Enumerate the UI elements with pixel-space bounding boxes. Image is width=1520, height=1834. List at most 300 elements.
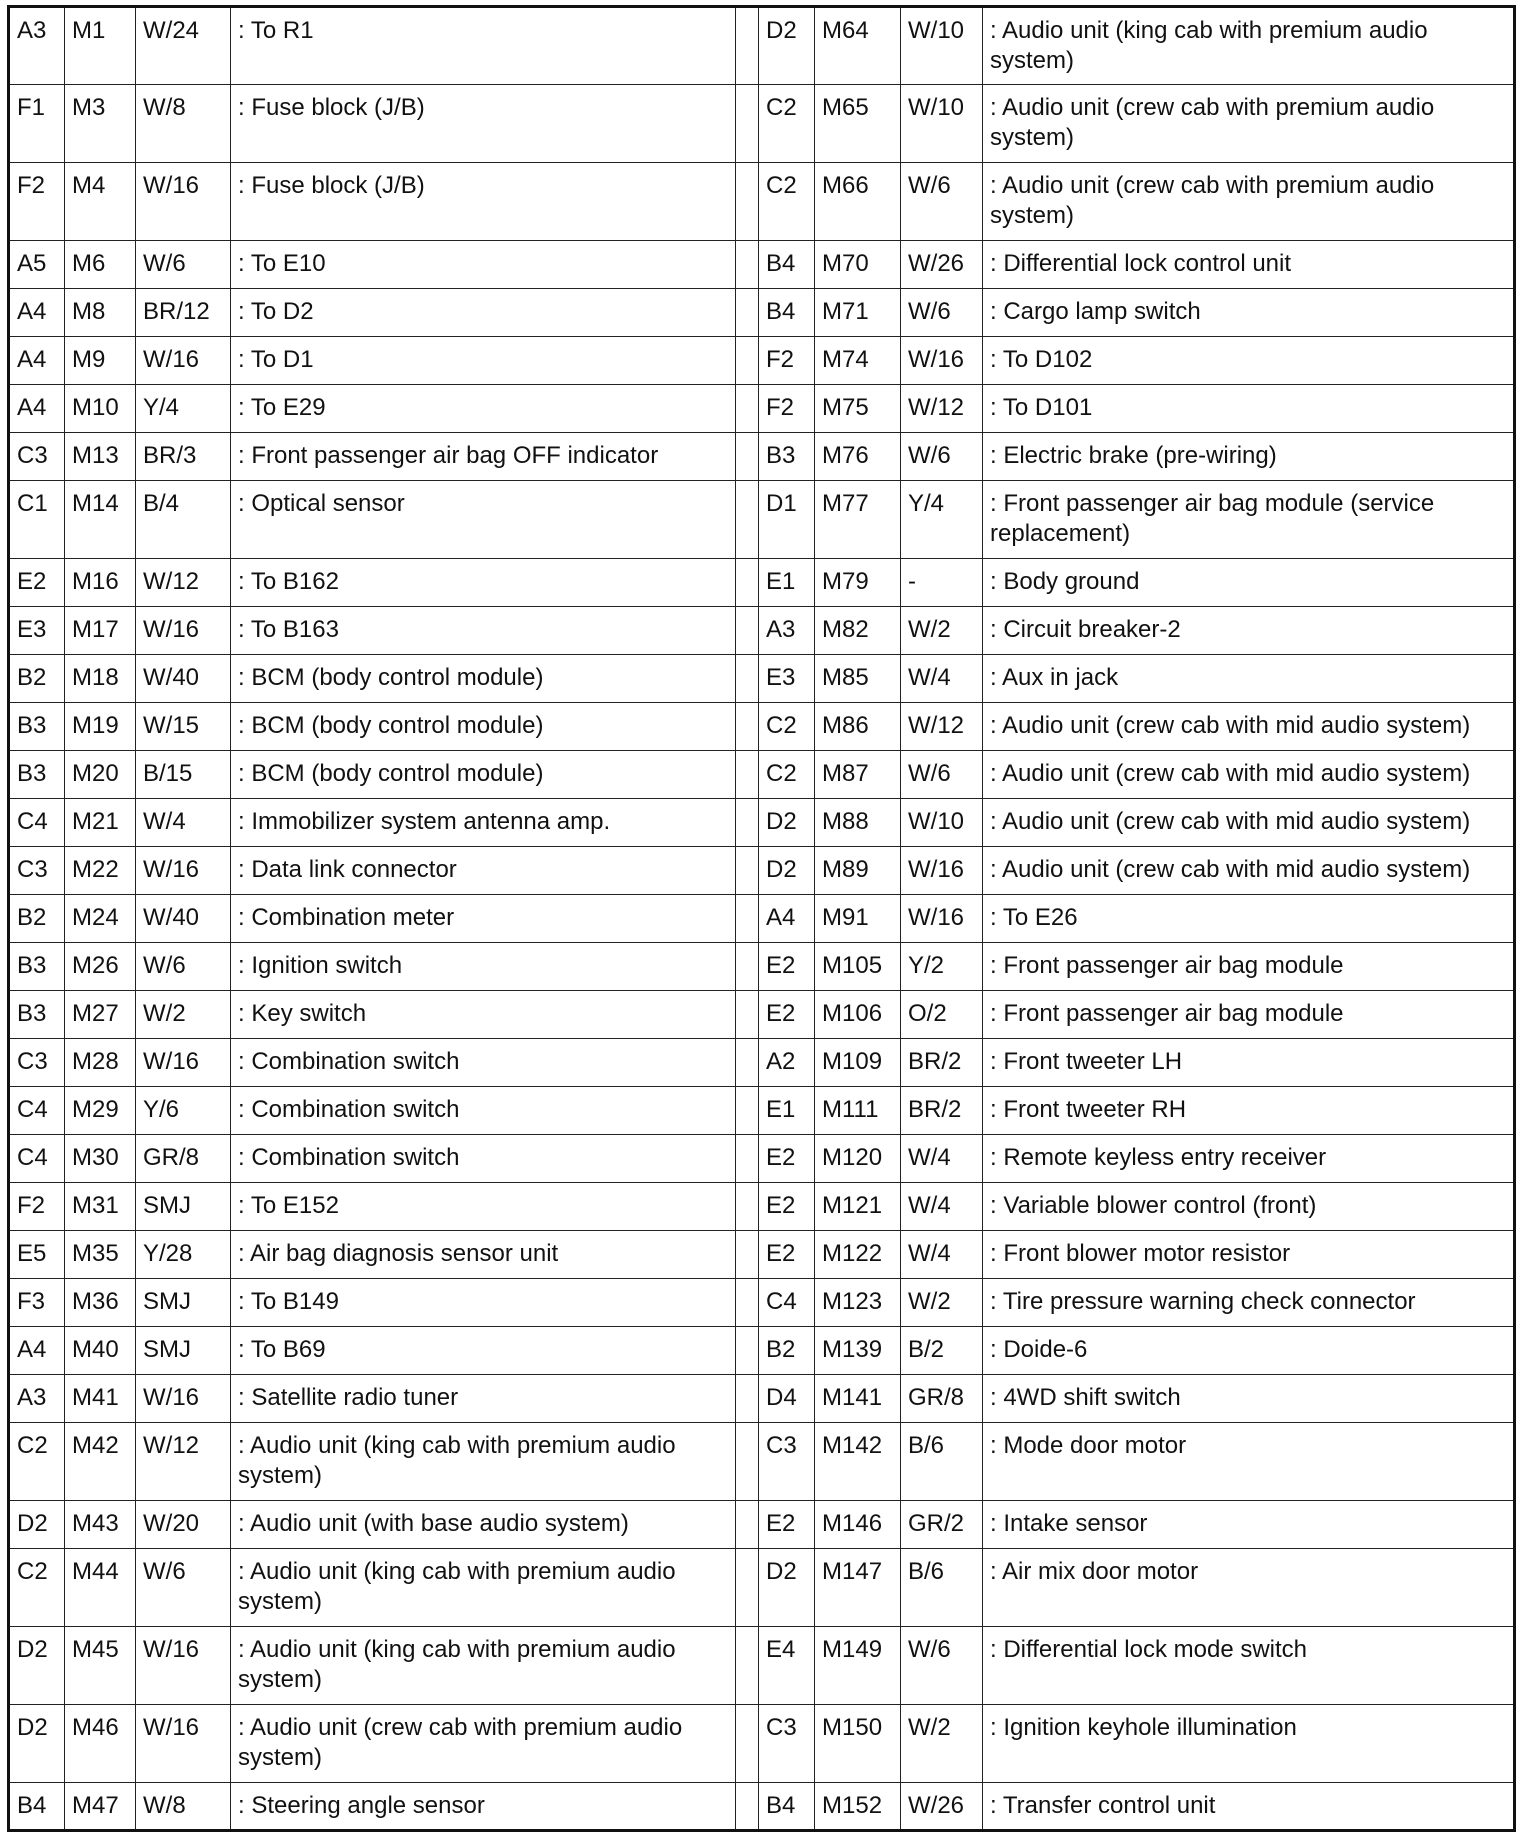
left-grid-ref-cell: B3 [9, 991, 65, 1039]
right-description-cell: : Audio unit (crew cab with mid audio system) [983, 751, 1515, 799]
right-connector-id-cell: M88 [815, 799, 901, 847]
left-connector-id-cell: M4 [65, 163, 136, 241]
right-grid-ref-cell: C2 [759, 703, 815, 751]
left-connector-type-cell: W/15 [136, 703, 231, 751]
table-row [9, 1327, 1515, 1375]
table-row [9, 1423, 1515, 1501]
left-description-cell: : To B162 [231, 559, 736, 607]
table-row [9, 751, 1515, 799]
left-grid-ref-cell: F2 [9, 1183, 65, 1231]
left-connector-id-cell: M16 [65, 559, 136, 607]
right-connector-type-cell: - [901, 559, 983, 607]
left-connector-type-cell: BR/12 [136, 289, 231, 337]
right-connector-type-cell: Y/2 [901, 943, 983, 991]
left-grid-ref-cell: C2 [9, 1549, 65, 1627]
right-grid-ref-cell: A3 [759, 607, 815, 655]
left-connector-id-cell: M46 [65, 1705, 136, 1783]
left-connector-id-cell: M24 [65, 895, 136, 943]
left-grid-ref-cell: B4 [9, 1783, 65, 1831]
right-grid-ref-cell: D2 [759, 1549, 815, 1627]
table-row [9, 1501, 1515, 1549]
right-description-cell: : Transfer control unit [983, 1783, 1515, 1831]
table-row [9, 85, 1515, 163]
left-connector-type-cell: SMJ [136, 1183, 231, 1231]
right-description-cell: : Body ground [983, 559, 1515, 607]
left-connector-type-cell: SMJ [136, 1327, 231, 1375]
right-description-cell: : To D102 [983, 337, 1515, 385]
column-divider [736, 337, 759, 385]
right-grid-ref-cell: E2 [759, 991, 815, 1039]
left-connector-type-cell: W/16 [136, 1375, 231, 1423]
left-grid-ref-cell: C1 [9, 481, 65, 559]
right-grid-ref-cell: E4 [759, 1627, 815, 1705]
left-connector-id-cell: M28 [65, 1039, 136, 1087]
column-divider [736, 1135, 759, 1183]
left-connector-id-cell: M14 [65, 481, 136, 559]
left-description-cell: : To E10 [231, 241, 736, 289]
right-connector-id-cell: M82 [815, 607, 901, 655]
left-grid-ref-cell: E5 [9, 1231, 65, 1279]
left-description-cell: : BCM (body control module) [231, 751, 736, 799]
right-connector-type-cell: W/6 [901, 163, 983, 241]
right-connector-type-cell: W/10 [901, 799, 983, 847]
left-connector-type-cell: BR/3 [136, 433, 231, 481]
right-connector-type-cell: W/2 [901, 1705, 983, 1783]
left-description-cell: : Steering angle sensor [231, 1783, 736, 1831]
left-description-cell: : Immobilizer system antenna amp. [231, 799, 736, 847]
left-description-cell: : Satellite radio tuner [231, 1375, 736, 1423]
left-connector-type-cell: W/16 [136, 1039, 231, 1087]
left-connector-type-cell: GR/8 [136, 1135, 231, 1183]
left-grid-ref-cell: B2 [9, 895, 65, 943]
left-grid-ref-cell: B3 [9, 943, 65, 991]
column-divider [736, 895, 759, 943]
left-description-cell: : Combination switch [231, 1087, 736, 1135]
left-grid-ref-cell: A4 [9, 289, 65, 337]
right-description-cell: : Front passenger air bag module (service replacement) [983, 481, 1515, 559]
left-description-cell: : To R1 [231, 7, 736, 85]
left-description-cell: : BCM (body control module) [231, 655, 736, 703]
left-description-cell: : Air bag diagnosis sensor unit [231, 1231, 736, 1279]
right-connector-id-cell: M106 [815, 991, 901, 1039]
right-connector-type-cell: W/26 [901, 1783, 983, 1831]
right-grid-ref-cell: F2 [759, 385, 815, 433]
column-divider [736, 991, 759, 1039]
right-grid-ref-cell: B3 [759, 433, 815, 481]
left-connector-id-cell: M13 [65, 433, 136, 481]
right-connector-type-cell: W/16 [901, 895, 983, 943]
left-description-cell: : Optical sensor [231, 481, 736, 559]
right-connector-id-cell: M89 [815, 847, 901, 895]
left-grid-ref-cell: B3 [9, 751, 65, 799]
right-connector-id-cell: M91 [815, 895, 901, 943]
left-connector-type-cell: Y/28 [136, 1231, 231, 1279]
left-grid-ref-cell: B2 [9, 655, 65, 703]
left-connector-id-cell: M10 [65, 385, 136, 433]
table-row [9, 163, 1515, 241]
left-grid-ref-cell: A3 [9, 1375, 65, 1423]
right-connector-id-cell: M76 [815, 433, 901, 481]
right-description-cell: : Audio unit (crew cab with mid audio system) [983, 703, 1515, 751]
left-connector-id-cell: M43 [65, 1501, 136, 1549]
right-description-cell: : To D101 [983, 385, 1515, 433]
table-row [9, 1783, 1515, 1831]
left-connector-type-cell: W/6 [136, 241, 231, 289]
left-connector-type-cell: SMJ [136, 1279, 231, 1327]
right-connector-type-cell: W/12 [901, 385, 983, 433]
left-grid-ref-cell: A5 [9, 241, 65, 289]
right-connector-id-cell: M123 [815, 1279, 901, 1327]
column-divider [736, 1501, 759, 1549]
column-divider [736, 1783, 759, 1831]
column-divider [736, 1705, 759, 1783]
left-connector-type-cell: W/16 [136, 1705, 231, 1783]
right-grid-ref-cell: D2 [759, 7, 815, 85]
left-connector-type-cell: B/15 [136, 751, 231, 799]
right-grid-ref-cell: E1 [759, 559, 815, 607]
left-grid-ref-cell: F2 [9, 163, 65, 241]
left-grid-ref-cell: F3 [9, 1279, 65, 1327]
right-description-cell: : 4WD shift switch [983, 1375, 1515, 1423]
right-connector-type-cell: W/16 [901, 847, 983, 895]
left-connector-id-cell: M21 [65, 799, 136, 847]
right-description-cell: : Ignition keyhole illumination [983, 1705, 1515, 1783]
right-grid-ref-cell: C3 [759, 1423, 815, 1501]
right-grid-ref-cell: E2 [759, 1135, 815, 1183]
column-divider [736, 1183, 759, 1231]
column-divider [736, 481, 759, 559]
table-row [9, 7, 1515, 85]
right-grid-ref-cell: D2 [759, 799, 815, 847]
table-row [9, 1549, 1515, 1627]
right-description-cell: : To E26 [983, 895, 1515, 943]
column-divider [736, 1423, 759, 1501]
right-description-cell: : Audio unit (crew cab with mid audio system) [983, 847, 1515, 895]
table-row [9, 1039, 1515, 1087]
left-grid-ref-cell: A4 [9, 337, 65, 385]
left-description-cell: : Fuse block (J/B) [231, 85, 736, 163]
right-connector-type-cell: W/10 [901, 7, 983, 85]
table-row [9, 1279, 1515, 1327]
left-connector-id-cell: M18 [65, 655, 136, 703]
right-connector-id-cell: M111 [815, 1087, 901, 1135]
left-connector-id-cell: M6 [65, 241, 136, 289]
left-connector-type-cell: W/16 [136, 337, 231, 385]
left-connector-type-cell: W/16 [136, 847, 231, 895]
left-description-cell: : Ignition switch [231, 943, 736, 991]
left-grid-ref-cell: D2 [9, 1627, 65, 1705]
left-connector-type-cell: W/6 [136, 943, 231, 991]
left-connector-type-cell: W/40 [136, 895, 231, 943]
left-grid-ref-cell: D2 [9, 1501, 65, 1549]
right-grid-ref-cell: E2 [759, 943, 815, 991]
right-description-cell: : Doide-6 [983, 1327, 1515, 1375]
right-description-cell: : Audio unit (crew cab with premium audio system) [983, 163, 1515, 241]
left-connector-type-cell: W/24 [136, 7, 231, 85]
right-grid-ref-cell: A2 [759, 1039, 815, 1087]
left-connector-type-cell: W/40 [136, 655, 231, 703]
table-row [9, 241, 1515, 289]
right-connector-id-cell: M146 [815, 1501, 901, 1549]
right-connector-type-cell: W/4 [901, 1183, 983, 1231]
table-row [9, 991, 1515, 1039]
right-connector-id-cell: M109 [815, 1039, 901, 1087]
right-connector-id-cell: M87 [815, 751, 901, 799]
right-connector-type-cell: W/6 [901, 433, 983, 481]
right-grid-ref-cell: C3 [759, 1705, 815, 1783]
table-row [9, 1705, 1515, 1783]
right-description-cell: : Differential lock mode switch [983, 1627, 1515, 1705]
right-grid-ref-cell: E2 [759, 1183, 815, 1231]
right-grid-ref-cell: D2 [759, 847, 815, 895]
right-connector-type-cell: W/4 [901, 655, 983, 703]
left-connector-id-cell: M42 [65, 1423, 136, 1501]
left-grid-ref-cell: C4 [9, 1135, 65, 1183]
left-connector-type-cell: W/8 [136, 1783, 231, 1831]
right-description-cell: : Audio unit (crew cab with mid audio system) [983, 799, 1515, 847]
column-divider [736, 655, 759, 703]
right-description-cell: : Front passenger air bag module [983, 943, 1515, 991]
left-connector-type-cell: Y/4 [136, 385, 231, 433]
left-connector-id-cell: M17 [65, 607, 136, 655]
right-description-cell: : Tire pressure warning check connector [983, 1279, 1515, 1327]
left-grid-ref-cell: C3 [9, 1039, 65, 1087]
column-divider [736, 1627, 759, 1705]
right-description-cell: : Front blower motor resistor [983, 1231, 1515, 1279]
left-grid-ref-cell: F1 [9, 85, 65, 163]
right-grid-ref-cell: D4 [759, 1375, 815, 1423]
right-description-cell: : Mode door motor [983, 1423, 1515, 1501]
left-connector-type-cell: W/16 [136, 607, 231, 655]
table-row [9, 655, 1515, 703]
left-connector-id-cell: M36 [65, 1279, 136, 1327]
column-divider [736, 385, 759, 433]
column-divider [736, 1039, 759, 1087]
right-connector-id-cell: M141 [815, 1375, 901, 1423]
table-row [9, 895, 1515, 943]
right-description-cell: : Cargo lamp switch [983, 289, 1515, 337]
column-divider [736, 799, 759, 847]
left-description-cell: : Combination meter [231, 895, 736, 943]
right-connector-type-cell: B/2 [901, 1327, 983, 1375]
left-connector-id-cell: M35 [65, 1231, 136, 1279]
right-connector-id-cell: M70 [815, 241, 901, 289]
left-connector-id-cell: M45 [65, 1627, 136, 1705]
left-grid-ref-cell: A4 [9, 385, 65, 433]
left-grid-ref-cell: B3 [9, 703, 65, 751]
right-connector-id-cell: M85 [815, 655, 901, 703]
left-description-cell: : Audio unit (king cab with premium audio system) [231, 1549, 736, 1627]
column-divider [736, 163, 759, 241]
right-connector-type-cell: GR/8 [901, 1375, 983, 1423]
right-description-cell: : Remote keyless entry receiver [983, 1135, 1515, 1183]
right-connector-id-cell: M74 [815, 337, 901, 385]
right-grid-ref-cell: B2 [759, 1327, 815, 1375]
table-row [9, 433, 1515, 481]
right-connector-type-cell: W/16 [901, 337, 983, 385]
table-row [9, 607, 1515, 655]
left-description-cell: : To D1 [231, 337, 736, 385]
left-connector-type-cell: W/8 [136, 85, 231, 163]
column-divider [736, 607, 759, 655]
left-description-cell: : Audio unit (king cab with premium audio system) [231, 1423, 736, 1501]
table-row [9, 1087, 1515, 1135]
column-divider [736, 559, 759, 607]
right-connector-id-cell: M105 [815, 943, 901, 991]
right-connector-id-cell: M147 [815, 1549, 901, 1627]
right-grid-ref-cell: D1 [759, 481, 815, 559]
table-row [9, 559, 1515, 607]
right-connector-type-cell: GR/2 [901, 1501, 983, 1549]
left-description-cell: : Fuse block (J/B) [231, 163, 736, 241]
right-description-cell: : Air mix door motor [983, 1549, 1515, 1627]
column-divider [736, 751, 759, 799]
left-grid-ref-cell: C4 [9, 799, 65, 847]
table-row [9, 1375, 1515, 1423]
column-divider [736, 703, 759, 751]
right-connector-id-cell: M65 [815, 85, 901, 163]
right-connector-id-cell: M64 [815, 7, 901, 85]
left-connector-type-cell: B/4 [136, 481, 231, 559]
left-description-cell: : BCM (body control module) [231, 703, 736, 751]
right-connector-id-cell: M75 [815, 385, 901, 433]
left-description-cell: : To E152 [231, 1183, 736, 1231]
left-description-cell: : Audio unit (crew cab with premium audio system) [231, 1705, 736, 1783]
right-connector-id-cell: M121 [815, 1183, 901, 1231]
right-connector-type-cell: O/2 [901, 991, 983, 1039]
right-connector-type-cell: B/6 [901, 1549, 983, 1627]
right-description-cell: : Circuit breaker-2 [983, 607, 1515, 655]
right-connector-type-cell: W/6 [901, 289, 983, 337]
column-divider [736, 289, 759, 337]
column-divider [736, 1279, 759, 1327]
left-connector-id-cell: M30 [65, 1135, 136, 1183]
right-connector-id-cell: M152 [815, 1783, 901, 1831]
right-description-cell: : Intake sensor [983, 1501, 1515, 1549]
left-grid-ref-cell: D2 [9, 1705, 65, 1783]
left-connector-id-cell: M3 [65, 85, 136, 163]
right-grid-ref-cell: C2 [759, 163, 815, 241]
right-connector-type-cell: W/26 [901, 241, 983, 289]
table-row [9, 703, 1515, 751]
left-description-cell: : Data link connector [231, 847, 736, 895]
right-connector-type-cell: W/2 [901, 1279, 983, 1327]
left-description-cell: : Combination switch [231, 1039, 736, 1087]
right-connector-type-cell: BR/2 [901, 1039, 983, 1087]
right-connector-id-cell: M77 [815, 481, 901, 559]
right-connector-id-cell: M120 [815, 1135, 901, 1183]
left-grid-ref-cell: E2 [9, 559, 65, 607]
column-divider [736, 847, 759, 895]
left-description-cell: : To B163 [231, 607, 736, 655]
right-grid-ref-cell: E3 [759, 655, 815, 703]
left-connector-id-cell: M29 [65, 1087, 136, 1135]
table-row [9, 385, 1515, 433]
right-connector-id-cell: M149 [815, 1627, 901, 1705]
connector-list-table [7, 5, 1516, 1832]
right-connector-type-cell: W/4 [901, 1231, 983, 1279]
right-connector-id-cell: M122 [815, 1231, 901, 1279]
column-divider [736, 1375, 759, 1423]
right-grid-ref-cell: A4 [759, 895, 815, 943]
right-connector-type-cell: W/6 [901, 751, 983, 799]
left-connector-type-cell: W/12 [136, 1423, 231, 1501]
left-connector-type-cell: W/4 [136, 799, 231, 847]
left-description-cell: : Audio unit (with base audio system) [231, 1501, 736, 1549]
table-row [9, 799, 1515, 847]
left-description-cell: : Combination switch [231, 1135, 736, 1183]
right-connector-type-cell: B/6 [901, 1423, 983, 1501]
table-row [9, 481, 1515, 559]
right-connector-id-cell: M66 [815, 163, 901, 241]
left-grid-ref-cell: C4 [9, 1087, 65, 1135]
right-description-cell: : Audio unit (king cab with premium audio system) [983, 7, 1515, 85]
right-connector-id-cell: M139 [815, 1327, 901, 1375]
left-description-cell: : To E29 [231, 385, 736, 433]
column-divider [736, 943, 759, 991]
left-connector-id-cell: M31 [65, 1183, 136, 1231]
table-row [9, 1135, 1515, 1183]
left-connector-type-cell: W/6 [136, 1549, 231, 1627]
left-connector-id-cell: M27 [65, 991, 136, 1039]
left-description-cell: : To B149 [231, 1279, 736, 1327]
left-connector-id-cell: M8 [65, 289, 136, 337]
left-grid-ref-cell: A3 [9, 7, 65, 85]
left-connector-id-cell: M44 [65, 1549, 136, 1627]
table-row [9, 337, 1515, 385]
left-connector-id-cell: M41 [65, 1375, 136, 1423]
right-grid-ref-cell: B4 [759, 241, 815, 289]
left-connector-id-cell: M9 [65, 337, 136, 385]
column-divider [736, 1087, 759, 1135]
left-connector-type-cell: Y/6 [136, 1087, 231, 1135]
left-connector-type-cell: W/16 [136, 163, 231, 241]
left-connector-type-cell: W/16 [136, 1627, 231, 1705]
column-divider [736, 433, 759, 481]
right-connector-id-cell: M142 [815, 1423, 901, 1501]
left-connector-id-cell: M47 [65, 1783, 136, 1831]
table-row [9, 1627, 1515, 1705]
right-grid-ref-cell: B4 [759, 1783, 815, 1831]
left-grid-ref-cell: C3 [9, 433, 65, 481]
left-grid-ref-cell: A4 [9, 1327, 65, 1375]
right-description-cell: : Electric brake (pre-wiring) [983, 433, 1515, 481]
right-description-cell: : Variable blower control (front) [983, 1183, 1515, 1231]
right-grid-ref-cell: C4 [759, 1279, 815, 1327]
left-connector-id-cell: M1 [65, 7, 136, 85]
left-connector-type-cell: W/2 [136, 991, 231, 1039]
left-description-cell: : Front passenger air bag OFF indicator [231, 433, 736, 481]
left-connector-type-cell: W/12 [136, 559, 231, 607]
table-row [9, 943, 1515, 991]
left-grid-ref-cell: E3 [9, 607, 65, 655]
right-connector-type-cell: W/12 [901, 703, 983, 751]
left-connector-type-cell: W/20 [136, 1501, 231, 1549]
column-divider [736, 1549, 759, 1627]
left-grid-ref-cell: C3 [9, 847, 65, 895]
right-description-cell: : Differential lock control unit [983, 241, 1515, 289]
right-grid-ref-cell: F2 [759, 337, 815, 385]
left-connector-id-cell: M26 [65, 943, 136, 991]
column-divider [736, 7, 759, 85]
right-connector-id-cell: M79 [815, 559, 901, 607]
right-grid-ref-cell: C2 [759, 751, 815, 799]
right-description-cell: : Front tweeter RH [983, 1087, 1515, 1135]
right-connector-type-cell: W/10 [901, 85, 983, 163]
table-row [9, 847, 1515, 895]
right-connector-type-cell: W/4 [901, 1135, 983, 1183]
left-description-cell: : Audio unit (king cab with premium audio system) [231, 1627, 736, 1705]
